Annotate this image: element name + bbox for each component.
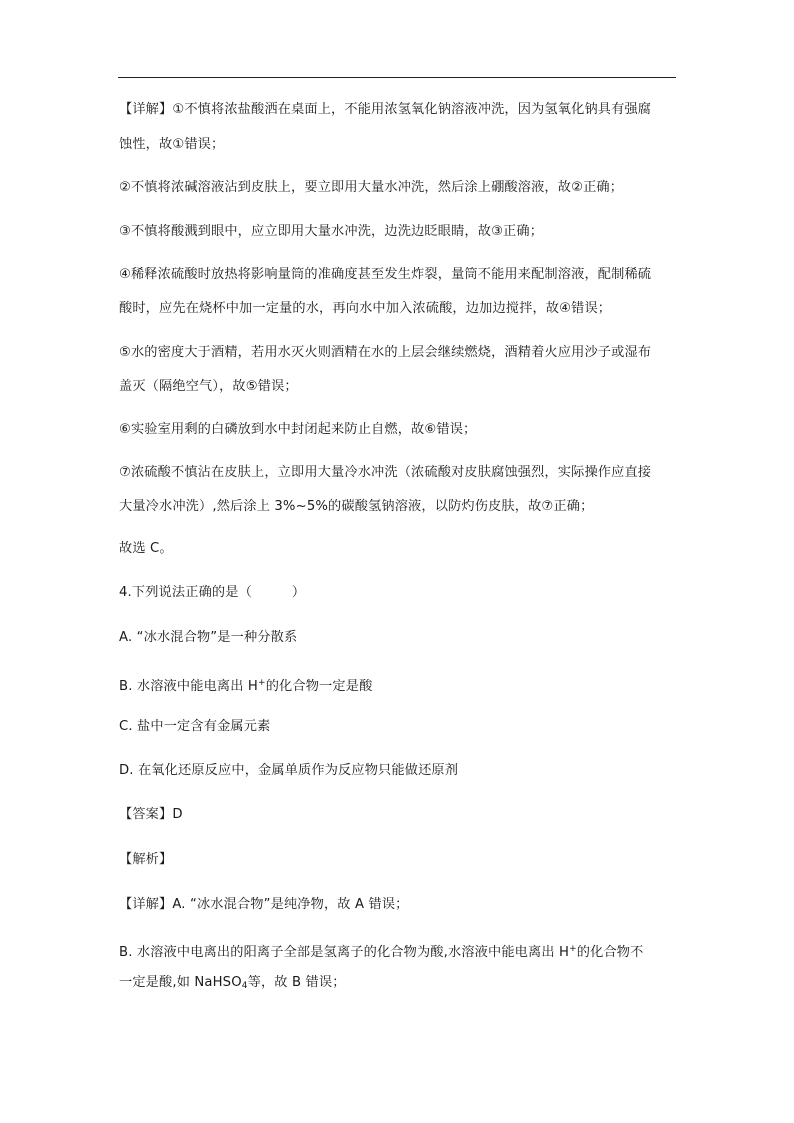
detail-b-line1: B. 水溶液中电离出的阳离子全部是氢离子的化合物为酸,水溶液中能电离出 H+的化合物不 (119, 944, 644, 960)
header-divider (118, 77, 676, 78)
detail-item7-line1: ⑦浓硫酸不慎沾在皮肤上，立即用大量冷水冲洗（浓硫酸对皮肤腐蚀强烈，实际操作应直接 (119, 465, 652, 480)
detail-item1-line2: 蚀性，故①错误； (119, 137, 225, 152)
detail-item6: ⑥实验室用剩的白磷放到水中封闭起来防止自燃，故⑥错误； (119, 422, 477, 437)
detail-item5-line2: 盖灭（隔绝空气），故⑤错误； (119, 379, 298, 394)
option-b: B. 水溶液中能电离出 H+的化合物一定是酸 (119, 678, 373, 694)
detail-item7-line2: 大量冷水冲洗）,然后涂上 3%~5%的碳酸氢钠溶液，以防灼伤皮肤，故⑦正确； (119, 499, 594, 514)
option-a: A. “冰水混合物”是一种分散系 (119, 630, 298, 645)
detail-item5-line1: ⑤水的密度大于酒精，若用水灭火则酒精在水的上层会继续燃烧，酒精着火应用沙子或湿布 (119, 345, 652, 360)
detail-item4-line1: ④稀释浓硫酸时放热将影响量筒的准确度甚至发生炸裂，量筒不能用来配制溶液，配制稀硫 (119, 267, 652, 282)
detail-item2: ②不慎将浓碱溶液沾到皮肤上，要立即用大量水冲洗，然后涂上硼酸溶液，故②正确； (119, 180, 624, 195)
detail-item4-line2: 酸时，应先在烧杯中加一定量的水，再向水中加入浓硫酸，边加边搅拌，故④错误； (119, 301, 612, 316)
conclusion: 故选 C。 (119, 541, 173, 556)
question-stem: 4.下列说法正确的是（ ） (119, 585, 306, 600)
detail-item1-line1: 【详解】①不慎将浓盐酸洒在桌面上，不能用浓氢氧化钠溶液冲洗，因为氢氧化钠具有强腐 (119, 102, 652, 117)
answer: 【答案】D (119, 807, 183, 822)
detail-b-line2: 一定是酸,如 NaHSO$_4$等，故 B 错误； (119, 975, 346, 991)
detail-item3: ③不慎将酸溅到眼中，应立即用大量水冲洗，边洗边眨眼睛，故③正确； (119, 224, 544, 239)
option-d: D. 在氧化还原反应中，金属单质作为反应物只能做还原剂 (119, 763, 459, 778)
analysis-heading: 【解析】 (119, 852, 173, 867)
option-c: C. 盐中一定含有金属元素 (119, 719, 271, 734)
detail-a: 【详解】A. “冰水混合物”是纯净物，故 A 错误； (119, 897, 409, 912)
